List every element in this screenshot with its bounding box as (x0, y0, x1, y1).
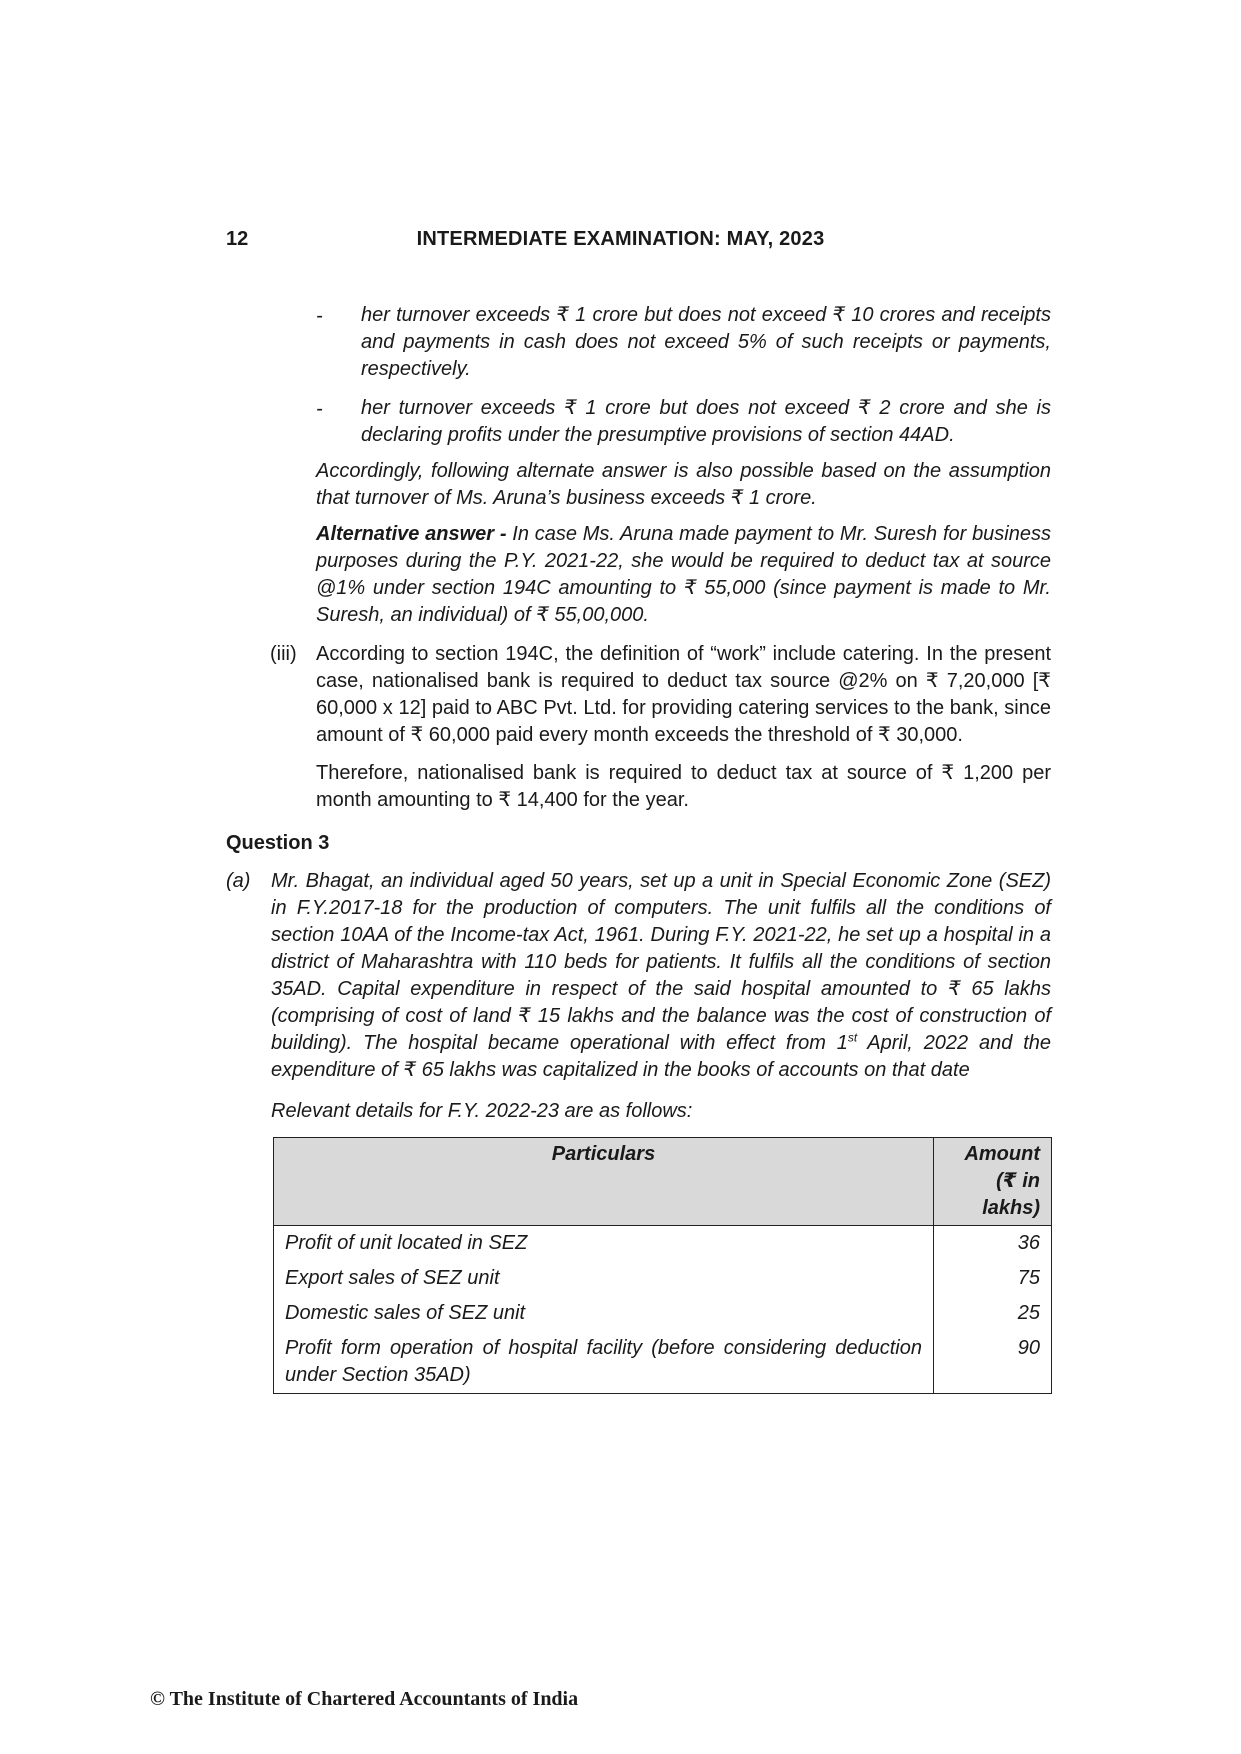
column-header-particulars: Particulars (274, 1138, 934, 1226)
part-iii-marker: (iii) (270, 643, 297, 665)
part-iii-paragraph-2: Therefore, nationalised bank is required to deduct tax at source of ₹ 1,200 per month amounting to ₹ 14,400 for the year. (316, 762, 1051, 811)
bullet-text: her turnover exceeds ₹ 1 crore but does not exceed ₹ 2 crore and she is declaring profits under the presumptive provisions of section 44AD. (361, 397, 1051, 446)
table-cell-amount: 25 (934, 1296, 1052, 1331)
details-table (273, 1137, 1052, 1394)
table-cell-particular: Export sales of SEZ unit (274, 1261, 934, 1296)
bullet-marker: - (316, 398, 323, 420)
alternative-answer-paragraph (316, 521, 1051, 629)
footer-copyright: © The Institute of Chartered Accountants of India (150, 1688, 579, 1710)
bullet-text: her turnover exceeds ₹ 1 crore but does not exceed ₹ 10 crores and receipts and payments in cash does not exceed 5% of such receipts or payments, respectively. (361, 304, 1051, 380)
table-row (274, 1296, 1052, 1331)
table-row (274, 1226, 1052, 1262)
alternative-answer-text: In case Ms. Aruna made payment to Mr. Suresh for business purposes during the P.Y. 2021-22, she would be required to deduct tax at source @1% under section 194C amounting to ₹ 55,000 (since payment is made to Mr. Suresh, an individual) of ₹ 55,00,000. (316, 523, 1051, 626)
relevant-details-text: Relevant details for F.Y. 2022-23 are as follows: (271, 1100, 693, 1122)
question-heading: Question 3 (226, 832, 330, 854)
accordingly-paragraph: Accordingly, following alternate answer is also possible based on the assumption that turnover of Ms. Aruna’s business exceeds ₹ 1 crore. (316, 460, 1051, 509)
question-part-a-text: Mr. Bhagat, an individual aged 50 years, set up a unit in Special Economic Zone (SEZ) in F.Y.2017-18 for the production of computers. The unit fulfils all the conditions of section 10AA of the Income-tax Act, 1961. During F.Y. 2021-22, he set up a hospital in a district of Maharashtra with 110 beds for patients. It fulfils all the conditions of section 35AD. Capital expenditure in respect of the said hospital amounted to ₹ 65 lakhs (comprising of cost of land ₹ 15 lakhs and the balance was the cost of construction of building). The hospital became operational with effect from 1st April, 2022 and the expenditure of ₹ 65 lakhs was capitalized in the books of accounts on that date (271, 870, 1051, 1081)
bullet-marker: - (316, 305, 323, 327)
table-cell-particular: Profit of unit located in SEZ (274, 1226, 934, 1262)
table-row (274, 1331, 1052, 1394)
table-cell-particular: Domestic sales of SEZ unit (274, 1296, 934, 1331)
page-header-title: INTERMEDIATE EXAMINATION: MAY, 2023 (416, 228, 825, 250)
table-cell-amount: 75 (934, 1261, 1052, 1296)
part-iii-paragraph-1: According to section 194C, the definition of “work” include catering. In the present case, nationalised bank is required to deduct tax source @2% on ₹ 7,20,000 [₹ 60,000 x 12] paid to ABC Pvt. Ltd. for providing catering services to the bank, since amount of ₹ 60,000 paid every month exceeds the threshold of ₹ 30,000. (316, 643, 1051, 746)
table-cell-particular: Profit form operation of hospital facility (before considering deduction under Section 35AD) (274, 1331, 934, 1394)
table-header-row (274, 1138, 1052, 1226)
column-header-amount: Amount (₹ in lakhs) (934, 1138, 1052, 1226)
page-number: 12 (226, 228, 249, 250)
table-cell-amount: 90 (934, 1331, 1052, 1394)
question-part-a-marker: (a) (226, 870, 251, 892)
alternative-answer-label: Alternative answer - (316, 523, 507, 545)
table-row (274, 1261, 1052, 1296)
superscript-st: st (847, 1030, 858, 1045)
table-cell-amount: 36 (934, 1226, 1052, 1262)
